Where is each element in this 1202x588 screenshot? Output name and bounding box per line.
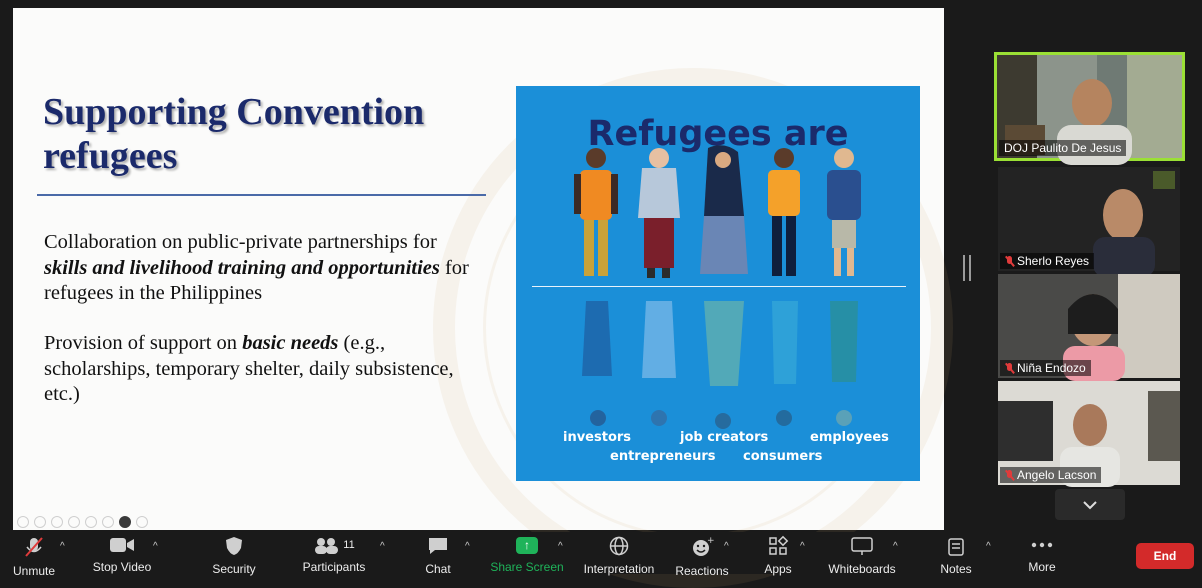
participant-name-tag [1000,253,1094,269]
chat-button[interactable] [424,536,452,574]
refugee-figure-5 [827,148,861,276]
mic-off-icon [1005,363,1014,374]
para2-text-a: Provision of support on [44,332,243,354]
end-meeting-button[interactable]: End [1136,543,1194,569]
stop-video-button[interactable] [92,536,152,574]
more-button[interactable] [1026,536,1058,574]
whiteboards-label: Whiteboards [828,562,896,576]
slide-tool-next[interactable] [34,516,46,528]
slide-tool-prev[interactable] [17,516,29,528]
participants-options-caret[interactable]: ^ [380,541,385,552]
share-screen-label: Share Screen [490,560,564,574]
unmute-label: Unmute [12,564,56,578]
audio-options-caret[interactable]: ^ [60,541,65,552]
para2-emphasis: basic needs [242,332,339,354]
participants-button[interactable] [302,536,366,574]
reactions-options-caret[interactable]: ^ [724,541,729,552]
para1-emphasis: skills and livelihood training and opportunities [44,256,440,279]
more-icon [1031,542,1053,548]
unmute-button[interactable] [12,536,56,578]
share-screen-icon: ↑ [516,537,538,554]
apps-options-caret[interactable]: ^ [800,541,805,552]
notes-options-caret[interactable]: ^ [986,541,991,552]
whiteboards-button[interactable] [826,536,898,574]
whiteboards-options-caret[interactable]: ^ [893,541,898,552]
security-label: Security [212,562,256,576]
slide-paragraph-partnerships [44,230,474,307]
interpretation-label: Interpretation [583,562,655,576]
slide-tool-pen[interactable] [51,516,63,528]
title-divider [37,194,486,196]
slide-annotation-tools [17,516,148,528]
participant-name-tag [999,140,1126,156]
notes-button[interactable] [938,536,974,574]
reactions-label: Reactions [675,564,729,578]
video-tile-active-speaker[interactable] [994,52,1185,161]
chat-icon [427,536,449,556]
mic-off-icon [23,536,45,558]
notes-label: Notes [940,562,972,576]
para2-text-c: (e.g., scholarships, temporary shelter, daily subsistence, etc.) [44,332,454,405]
video-icon [109,536,135,554]
participant-name: Angelo Lacson [1017,468,1097,482]
participant-name: Sherlo Reyes [1017,254,1090,268]
share-screen-button[interactable] [492,536,562,574]
slide-tool-zoom[interactable] [85,516,97,528]
slide-tool-camera[interactable] [119,516,131,528]
whiteboard-icon [851,536,873,556]
participant-name-tag [1000,360,1091,376]
reactions-button[interactable] [675,536,729,578]
refugee-figure-2 [638,148,680,278]
para1-text-c: for refugees in the Philippines [44,256,469,304]
slide-tool-more[interactable] [136,516,148,528]
slide-title: Supporting Convention refugees [43,91,425,177]
poster-label-consumers: consumers [743,449,823,464]
apps-label: Apps [764,562,792,576]
participant-name-tag [1000,467,1101,483]
para1-text-a: Collaboration on public-private partnerships for [44,231,437,253]
poster-label-job-creators: job creators [680,430,769,445]
refugee-figure-4 [768,148,800,276]
poster-title: Refugees are [587,114,849,154]
poster-label-investors: investors [563,430,632,445]
more-label: More [1028,560,1056,574]
poster-horizon-line [532,286,906,287]
mic-off-icon [1005,256,1014,267]
video-tile-participant[interactable] [998,381,1180,485]
notes-icon [947,536,965,556]
slide-paragraph-basic-needs [44,331,474,408]
slide-tool-grid[interactable] [102,516,114,528]
video-options-caret[interactable]: ^ [153,541,158,552]
participants-label: Participants [302,560,366,574]
refugee-reflections [582,301,858,429]
apps-icon [768,536,788,556]
interpretation-button[interactable] [580,536,658,574]
chat-label: Chat [425,562,451,576]
stop-video-label: Stop Video [92,560,152,574]
globe-icon [609,536,629,556]
participants-count: 11 [343,539,355,551]
security-button[interactable] [212,536,256,574]
participant-name: Niña Endozo [1017,361,1086,375]
poster-label-entrepreneurs: entrepreneurs [610,449,716,464]
refugees-poster [516,86,920,481]
mic-off-icon [1005,470,1014,481]
presentation-slide [13,8,944,530]
chat-options-caret[interactable]: ^ [465,541,470,552]
share-options-caret[interactable]: ^ [558,541,563,552]
shield-icon [225,536,243,556]
chevron-down-icon [1083,501,1097,509]
gallery-scroll-down-button[interactable] [1055,489,1125,520]
participant-name: DOJ Paulito De Jesus [1004,141,1122,155]
meeting-toolbar [0,532,1202,578]
participants-icon [313,536,339,554]
reactions-icon [691,536,713,558]
svg-text:+: + [707,536,715,546]
apps-button[interactable] [762,536,794,574]
refugee-figure-1 [574,148,618,276]
panel-resize-handle[interactable] [963,255,971,281]
video-tile-participant[interactable] [998,274,1180,378]
slide-tool-copy[interactable] [68,516,80,528]
refugee-figure-3 [700,145,748,274]
poster-label-employees: employees [810,430,889,445]
video-tile-participant[interactable] [998,167,1180,271]
